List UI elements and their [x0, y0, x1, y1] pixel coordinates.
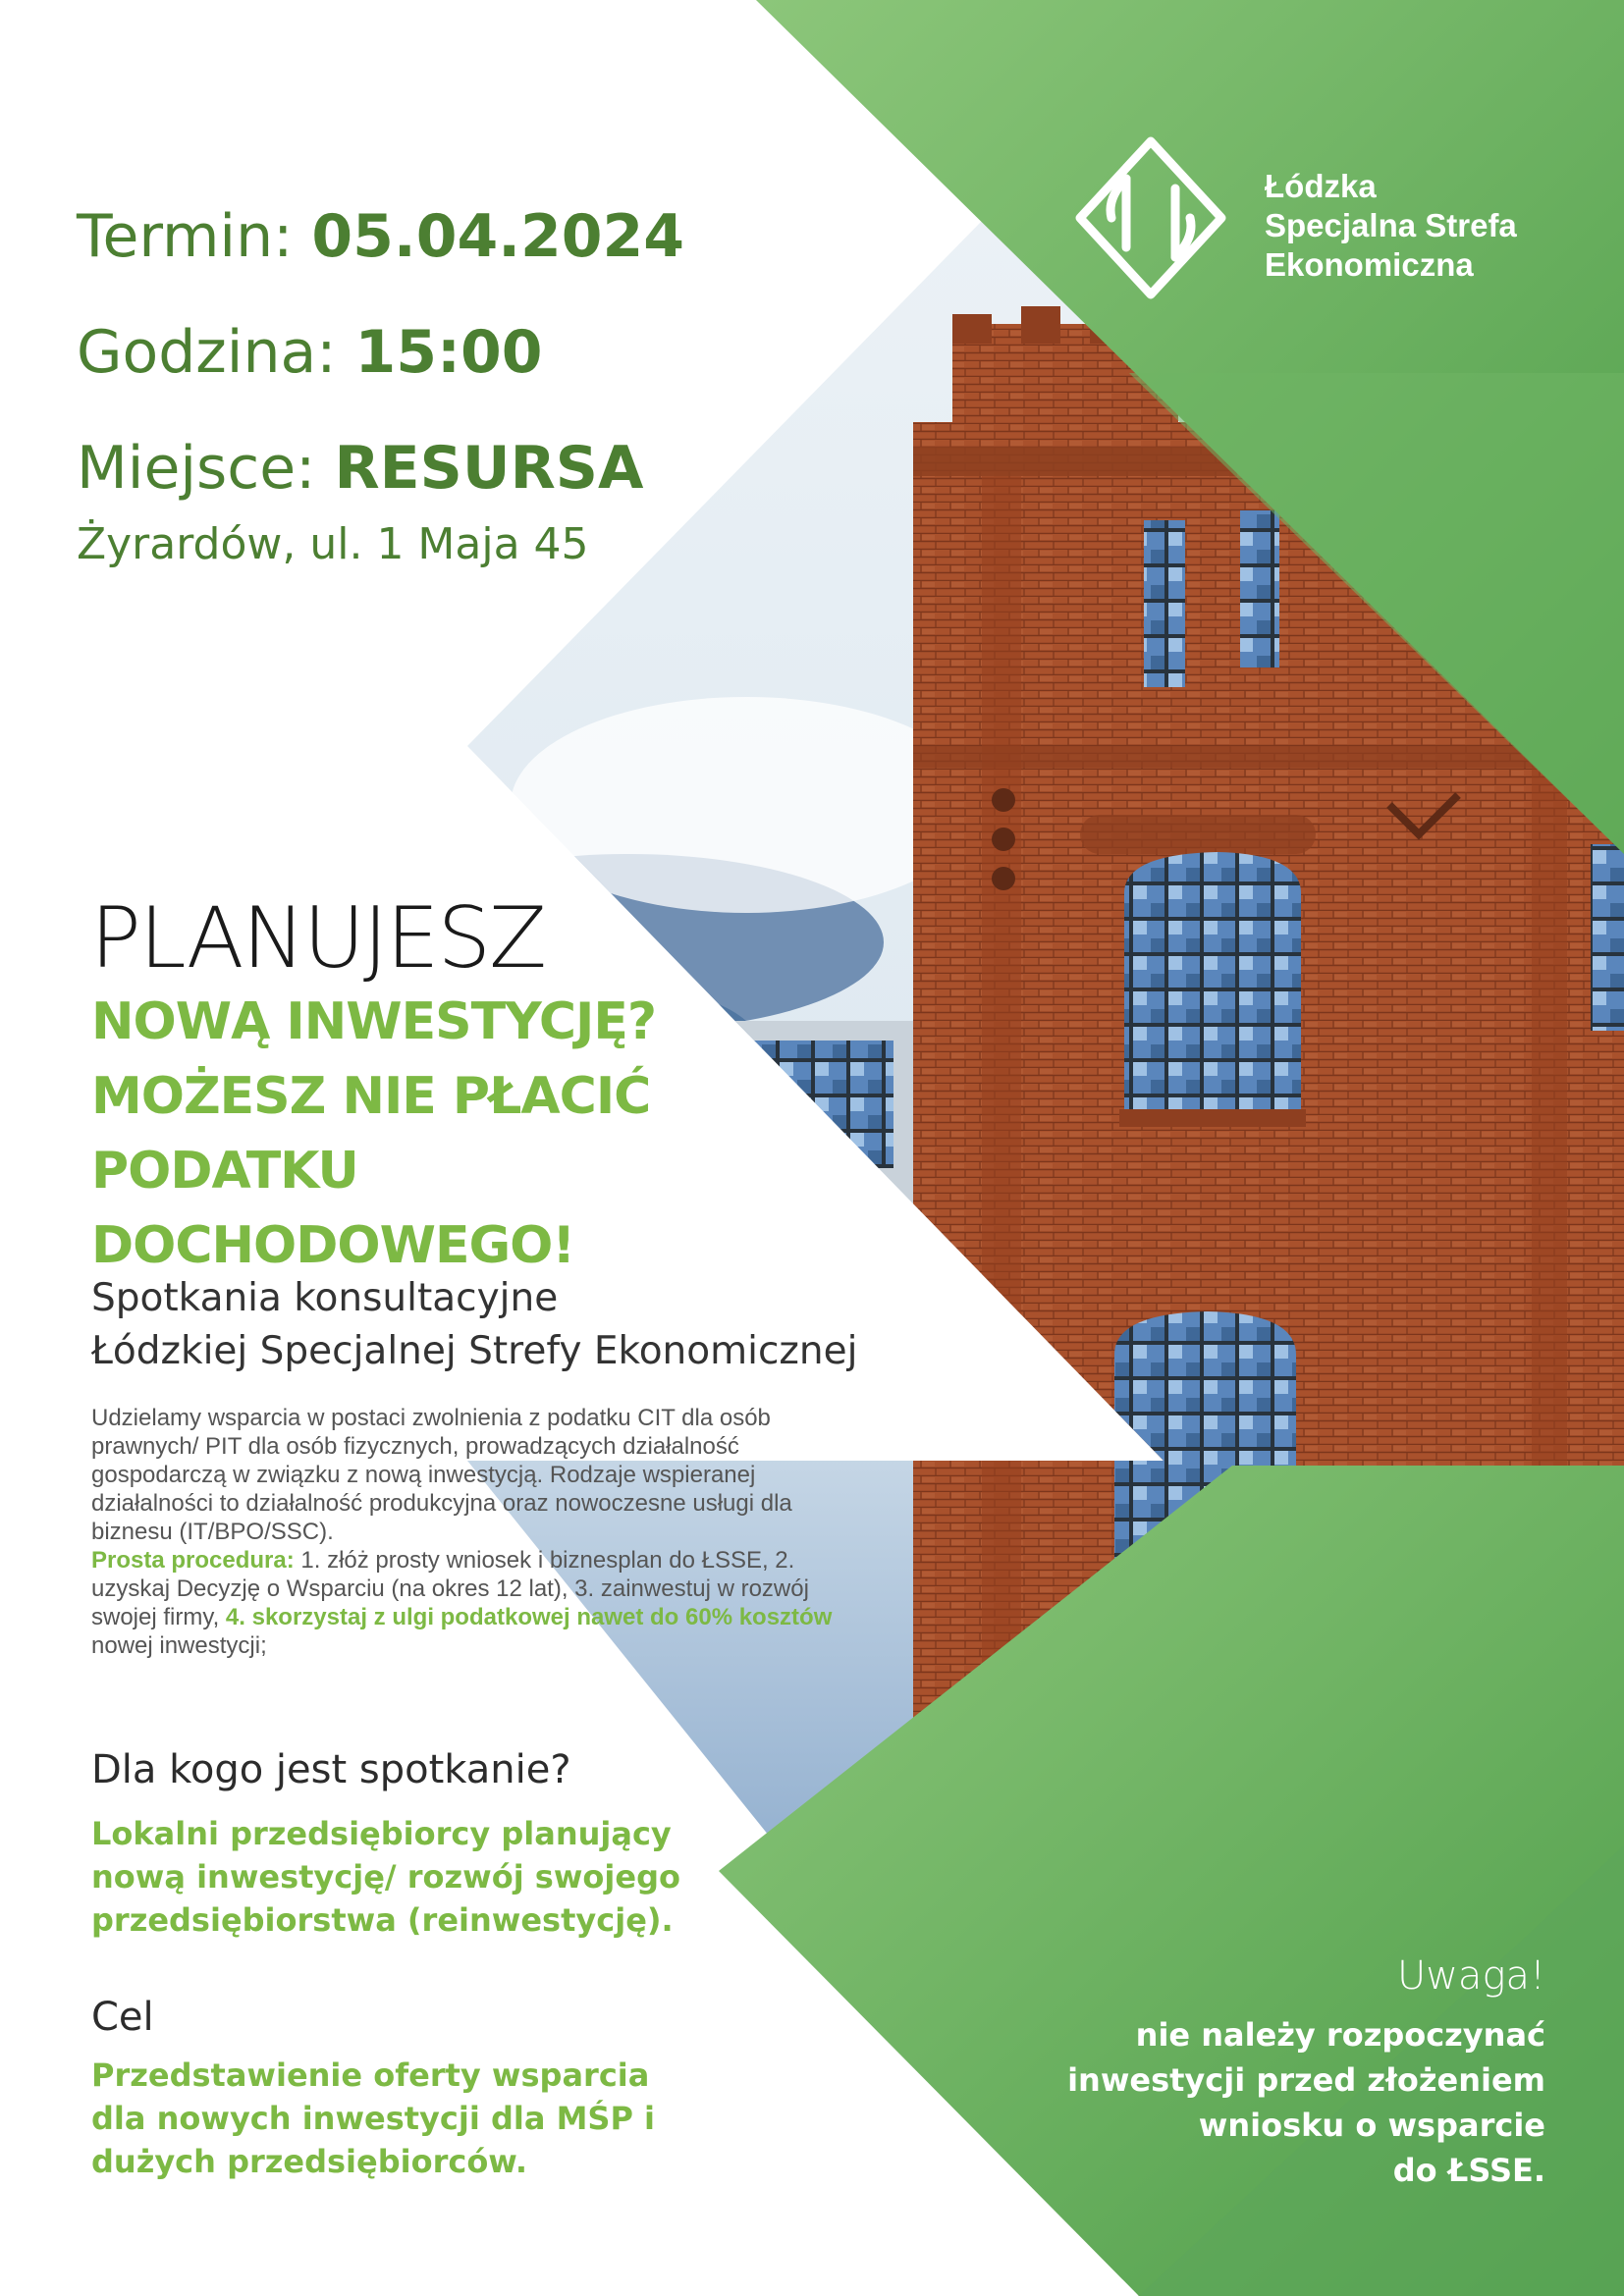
headline-line-2: MOŻESZ NIE PŁACIĆ: [91, 1067, 651, 1126]
headline-bold: [91, 985, 656, 1283]
warning-line-3: wniosku o wsparcie: [1198, 2107, 1545, 2144]
logo-line-2: Specjalna Strefa: [1265, 207, 1517, 243]
warning-line-2: inwestycji przed złożeniem: [1067, 2061, 1545, 2099]
goal-text: Przedstawienie oferty wsparcia dla nowych inwestycji dla MŚP i dużych przedsiębiorców.: [91, 2056, 656, 2180]
procedure-text: 1. złóż prosty wniosek i biznesplan do ŁSSE, 2. uzyskaj Decyzję o Wsparciu (na okres 12 lat), 3. zainwestuj w rozwój swojej firmy,: [91, 1547, 809, 1630]
headline-line-3: PODATKU: [91, 1142, 358, 1201]
audience-question: Dla kogo jest spotkanie?: [91, 1747, 571, 1792]
subtitle: [91, 1274, 857, 1376]
warning-body: [996, 2012, 1545, 2193]
description: [91, 1404, 877, 1660]
event-address: Żyrardów, ul. 1 Maja 45: [77, 519, 589, 569]
subtitle-line-2: Łódzkiej Specjalnej Strefy Ekonomicznej: [91, 1329, 858, 1373]
audience-answer: Lokalni przedsiębiorcy planujący nową inwestycję/ rozwój swojego przedsiębiorstwa (reinwestycję).: [91, 1815, 680, 1939]
procedure-highlight: 4. skorzystaj z ulgi podatkowej nawet do 60% kosztów: [225, 1604, 833, 1630]
headline-thin: PLANUJESZ: [90, 889, 546, 988]
procedure-label: Prosta procedura:: [91, 1547, 295, 1574]
logo-line-3: Ekonomiczna: [1265, 246, 1474, 283]
subtitle-line-1: Spotkania konsultacyjne: [91, 1276, 559, 1320]
event-date: Termin: 05.04.2024: [77, 202, 684, 271]
headline-line-4: DOCHODOWEGO!: [91, 1216, 575, 1275]
warning-line-1: nie należy rozpoczynać: [1135, 2016, 1545, 2054]
event-place: Miejsce: RESURSA: [77, 434, 644, 503]
event-time: Godzina: 15:00: [77, 318, 543, 387]
warning: [996, 1951, 1545, 2193]
logo-line-1: Łódzka: [1265, 168, 1377, 204]
procedure-end: nowej inwestycji;: [91, 1632, 267, 1659]
description-intro: Udzielamy wsparcia w postaci zwolnienia z podatku CIT dla osób prawnych/ PIT dla osób fizycznych, prowadzących działalność gospodarczą w związku z nową inwestycją. Rodzaje wspieranej działalności to działalność produkcyjna oraz nowoczesne usługi dla biznesu (IT/BPO/SSC).: [91, 1405, 792, 1545]
headline-line-1: NOWĄ INWESTYCJĘ?: [91, 992, 657, 1051]
warning-line-4: do ŁSSE.: [1392, 2152, 1545, 2189]
description-procedure: [91, 1546, 877, 1660]
goal-label: Cel: [91, 1995, 154, 2040]
warning-title: Uwaga!: [1396, 1953, 1545, 1999]
logo-text: [1265, 167, 1517, 285]
event-info: [77, 201, 684, 572]
